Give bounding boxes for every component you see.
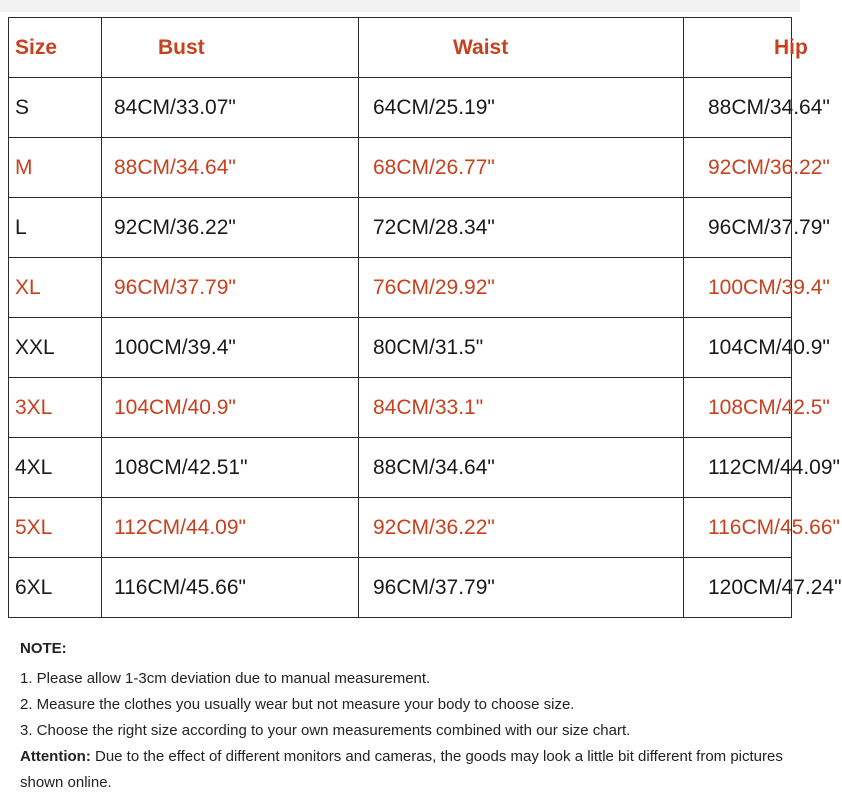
cell-waist: 92CM/36.22": [359, 498, 684, 558]
cell-bust: 116CM/45.66": [102, 558, 359, 618]
cell-hip: 120CM/47.24": [684, 558, 792, 618]
cell-size: L: [9, 198, 102, 258]
cell-waist: 72CM/28.34": [359, 198, 684, 258]
cell-bust: 88CM/34.64": [102, 138, 359, 198]
table-row: [9, 378, 792, 438]
cell-bust: 92CM/36.22": [102, 198, 359, 258]
cell-size: XL: [9, 258, 102, 318]
note-item: 2. Measure the clothes you usually wear but not measure your body to choose size.: [20, 696, 575, 713]
cell-hip: 100CM/39.4": [684, 258, 792, 318]
cell-bust: 100CM/39.4": [102, 318, 359, 378]
cell-bust: 108CM/42.51": [102, 438, 359, 498]
table-row: [9, 138, 792, 198]
cell-size: 3XL: [9, 378, 102, 438]
attention-note: [20, 744, 790, 796]
cell-waist: 76CM/29.92": [359, 258, 684, 318]
cell-waist: 68CM/26.77": [359, 138, 684, 198]
cell-size: S: [9, 78, 102, 138]
cell-hip: 112CM/44.09": [684, 438, 792, 498]
cell-hip: 92CM/36.22": [684, 138, 792, 198]
cell-waist: 84CM/33.1": [359, 378, 684, 438]
attention-label: Attention:: [20, 748, 91, 765]
table-row: [9, 558, 792, 618]
size-chart-table: [8, 17, 842, 618]
note-item: 1. Please allow 1-3cm deviation due to manual measurement.: [20, 670, 431, 687]
note-item: 3. Choose the right size according to your own measurements combined with our size chart.: [20, 722, 631, 739]
cell-size: M: [9, 138, 102, 198]
table-row: [9, 198, 792, 258]
cell-hip: 116CM/45.66": [684, 498, 792, 558]
table-body: [9, 78, 842, 618]
attention-text: Due to the effect of different monitors and cameras, the goods may look a little bit different from pictures shown online.: [20, 748, 783, 791]
top-strip: [0, 0, 800, 12]
cell-hip: 104CM/40.9": [684, 318, 792, 378]
table-header-row: [9, 18, 792, 78]
table-row: [9, 438, 792, 498]
cell-waist: 80CM/31.5": [359, 318, 684, 378]
header-bust: Bust: [102, 18, 359, 78]
cell-waist: 96CM/37.79": [359, 558, 684, 618]
cell-bust: 104CM/40.9": [102, 378, 359, 438]
cell-hip: 88CM/34.64": [684, 78, 792, 138]
cell-size: 5XL: [9, 498, 102, 558]
cell-hip: 108CM/42.5": [684, 378, 792, 438]
table-row: [9, 498, 792, 558]
table-row: [9, 258, 792, 318]
cell-size: 6XL: [9, 558, 102, 618]
cell-hip: 96CM/37.79": [684, 198, 792, 258]
cell-bust: 96CM/37.79": [102, 258, 359, 318]
cell-size: XXL: [9, 318, 102, 378]
notes-section: [20, 636, 790, 796]
table-row: [9, 78, 792, 138]
cell-waist: 64CM/25.19": [359, 78, 684, 138]
note-title: NOTE:: [20, 640, 67, 657]
header-waist: Waist: [359, 18, 684, 78]
cell-waist: 88CM/34.64": [359, 438, 684, 498]
cell-size: 4XL: [9, 438, 102, 498]
header-hip: Hip: [684, 18, 792, 78]
cell-bust: 84CM/33.07": [102, 78, 359, 138]
header-size: Size: [9, 18, 102, 78]
cell-bust: 112CM/44.09": [102, 498, 359, 558]
table-row: [9, 318, 792, 378]
